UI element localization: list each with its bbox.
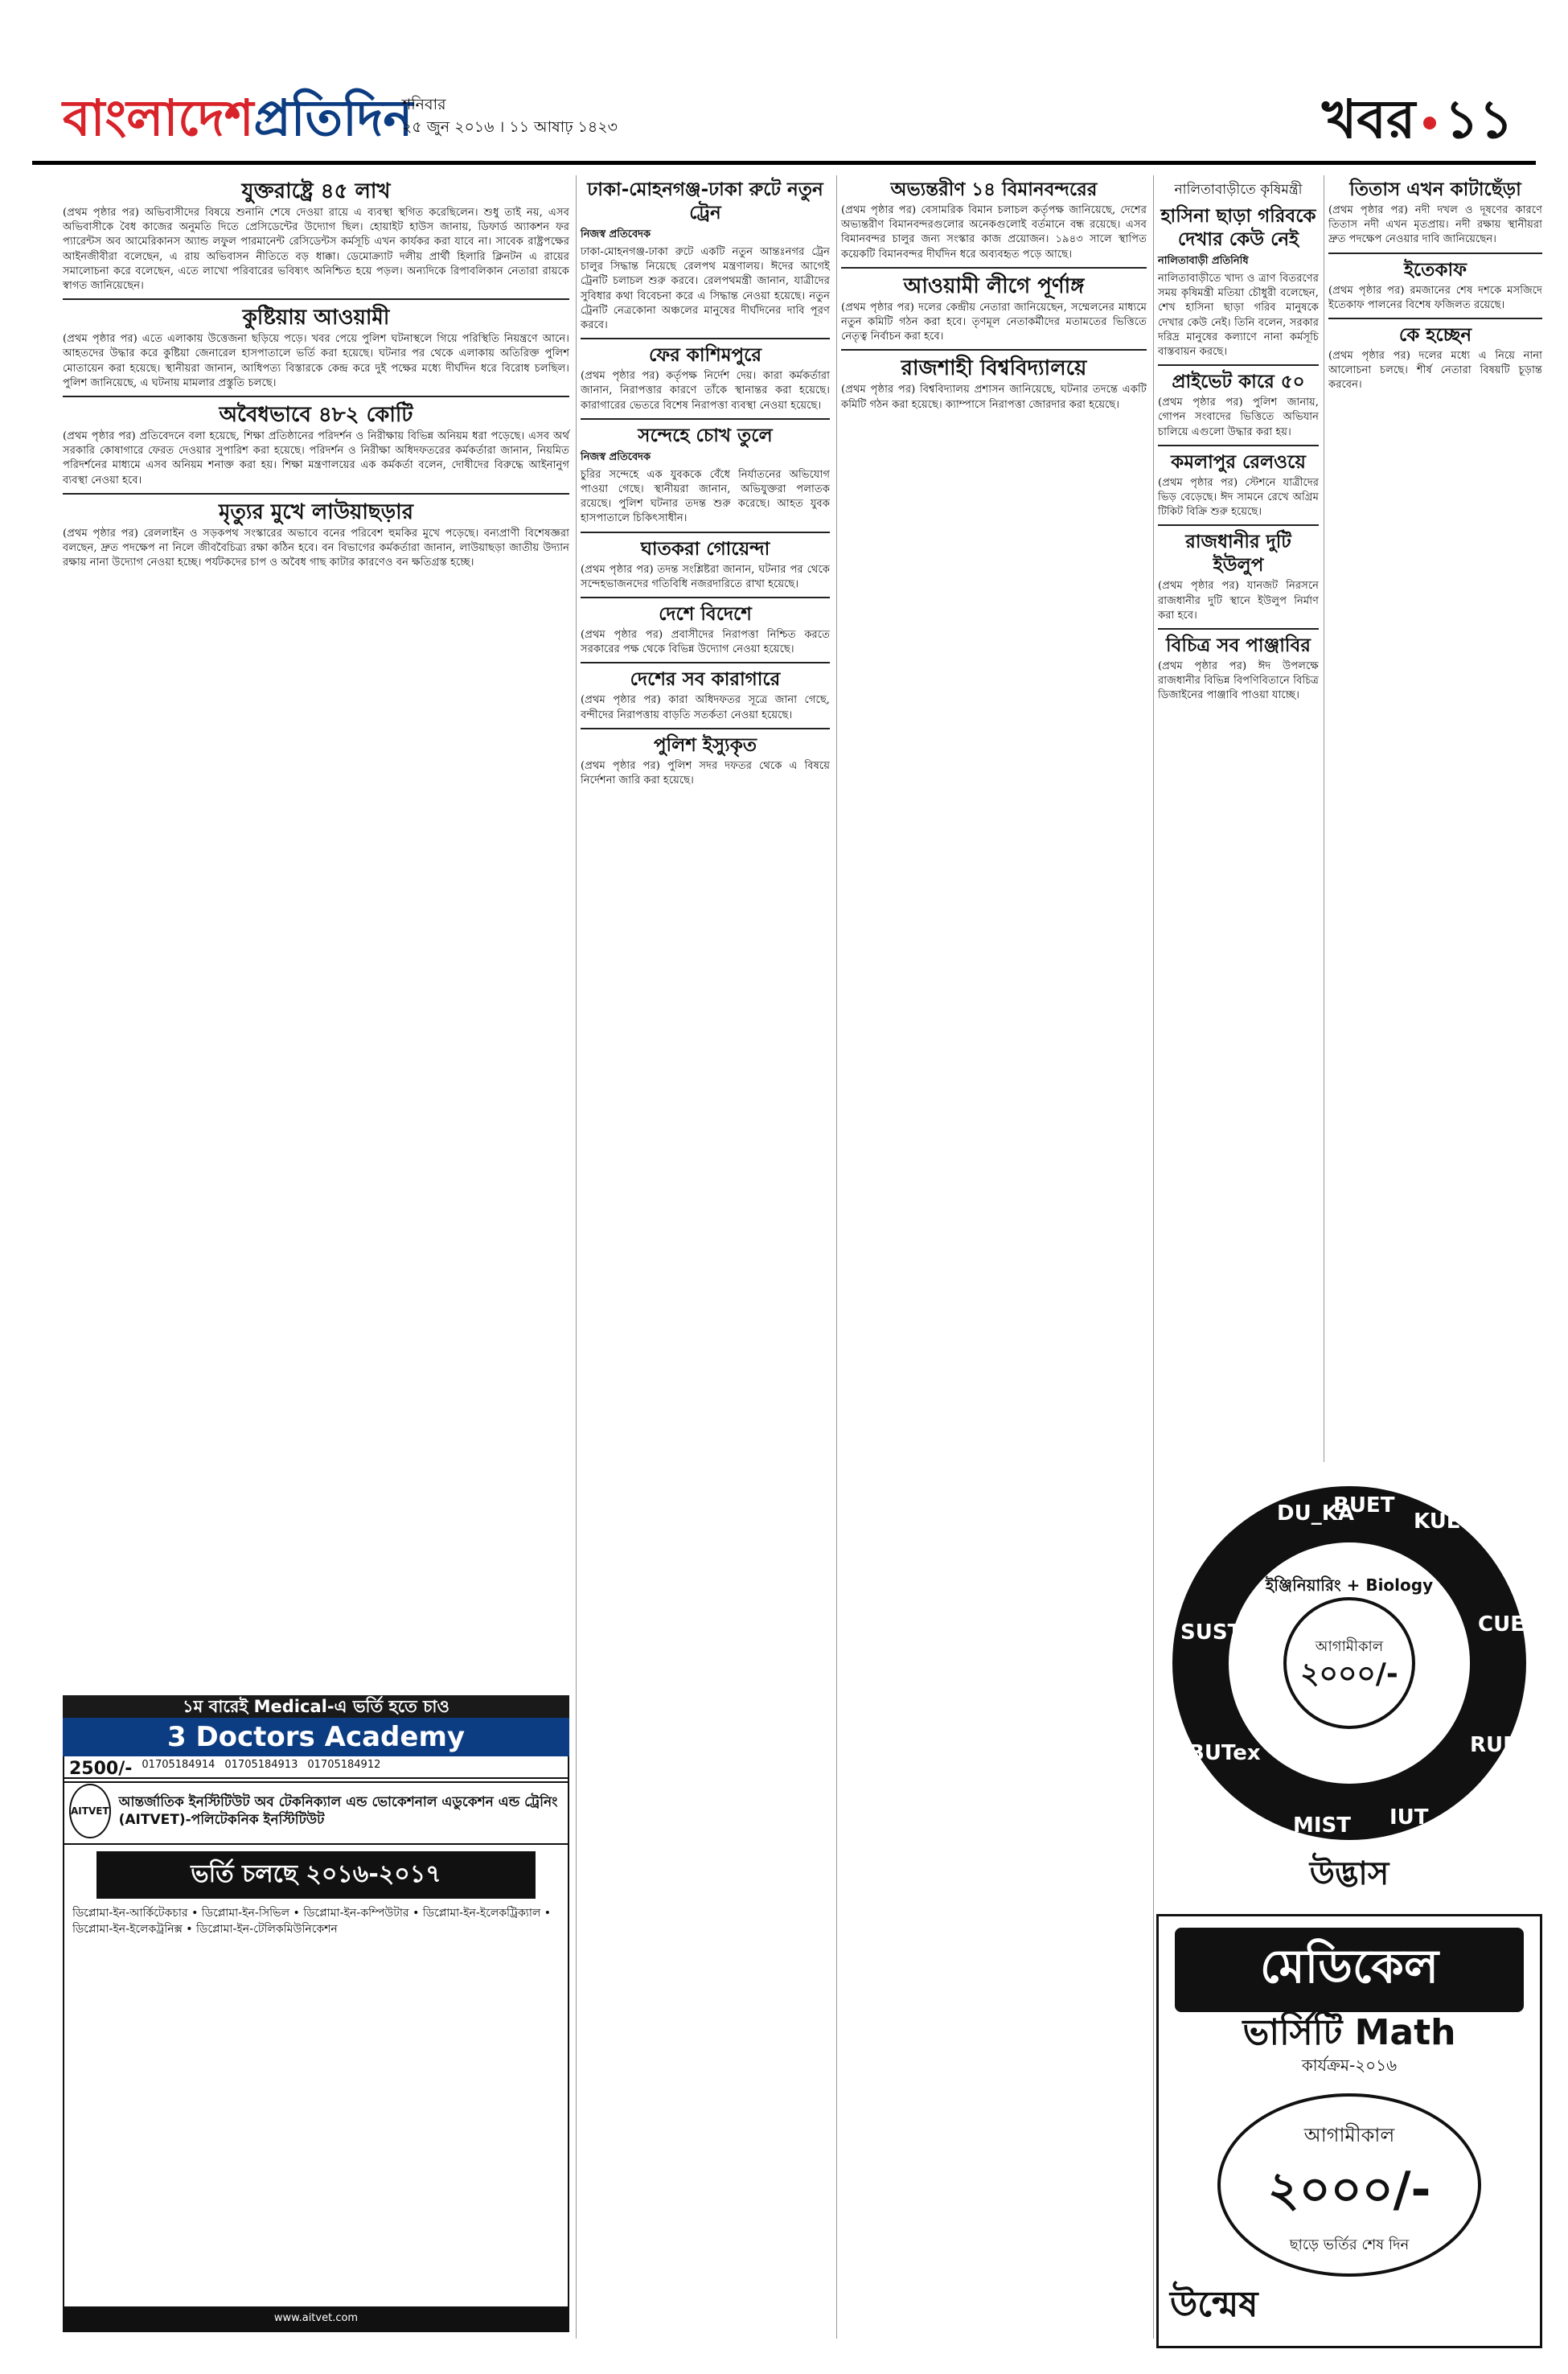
divider [581, 338, 830, 339]
headline: অবৈধভাবে ৪৮২ কোটি [219, 403, 413, 428]
ring-label: KUET [1414, 1509, 1476, 1534]
headline: কে হচ্ছেন [1398, 325, 1472, 347]
ad-courses: ডিপ্লোমা-ইন-আর্কিটেকচার • ডিপ্লোমা-ইন-সিভিল • ডিপ্লোমা-ইন-কম্পিউটার • ডিপ্লোমা-ইন-ইলেকট্রিক্যাল • ডিপ্লোমা-ইন-ইলেকট্রনিক্স • ডিপ্লোমা-ইন-টেলিকমিউনিকেশন [72, 1907, 552, 1936]
article [1328, 324, 1542, 393]
divider [1158, 628, 1319, 630]
article-body: (প্রথম পৃষ্ঠার পর) স্টেশনে যাত্রীদের ভিড় বেড়েছে। ঈদ সামনে রেখে অগ্রিম টিকিট বিক্রি শুরু হয়েছে। [1158, 476, 1319, 519]
article [841, 273, 1147, 345]
ad-line1: মেডিকেল [1175, 1928, 1524, 2012]
article-body: (প্রথম পৃষ্ঠার পর) ঈদ উপলক্ষে রাজধানীর বিভিন্ন বিপণিবিতানে বিচিত্র ডিজাইনের পাঞ্জাবি পাওয়া যাচ্ছে। [1158, 660, 1319, 702]
divider [1158, 445, 1319, 446]
aitvet-ad [63, 1777, 569, 2332]
divider [1328, 318, 1542, 319]
ad-title: আন্তর্জাতিক ইনস্টিটিউট অব টেকনিক্যাল এন্ড ভোকেশনাল এডুকেশন এন্ড ট্রেনিং (AITVET)-পলিটেকনিক ইনস্টিটিউট [118, 1794, 558, 1828]
divider [63, 298, 569, 300]
ad-price: ২০০০/- [1300, 1657, 1398, 1690]
headline: প্রাইভেট কারে ৫০ [1172, 372, 1305, 393]
dot-icon [1423, 117, 1436, 129]
date: ২৫ জুন ২০১৬ । ১১ আষাঢ় ১৪২৩ [402, 118, 618, 136]
article-body: (প্রথম পৃষ্ঠার পর) পুলিশ সদর দফতর থেকে এ বিষয়ে নির্দেশনা জারি করা হয়েছে। [581, 759, 830, 787]
divider [581, 597, 830, 598]
headline: ঘাতকরা গোয়েন্দা [640, 538, 770, 560]
ad-note: ছাড়ে ভর্তির শেষ দিন [1289, 2236, 1410, 2253]
divider [63, 493, 569, 495]
article [581, 538, 830, 592]
headline: কমলাপুর রেলওয়ে [1171, 451, 1306, 473]
ad-brand: উদ্ভাস [1309, 1855, 1389, 1892]
byline: নিজস্ব প্রতিবেদক [581, 450, 651, 463]
ad-phone: 01705184913 [224, 1759, 298, 1771]
ring-label: MIST [1293, 1813, 1352, 1838]
ad-website: www.aitvet.com [64, 2306, 568, 2331]
logo-part2: প্রতিদিন [253, 88, 413, 147]
headline: যুক্তরাষ্ট্রে ৪৫ লাখ [241, 179, 391, 203]
article [1158, 179, 1319, 359]
column-5 [1328, 175, 1542, 1462]
headline: দেশের সব কারাগারে [630, 669, 781, 691]
headline: রাজধানীর দুটি ইউলুপ [1185, 532, 1291, 577]
ad-title: ইঞ্জিনিয়ারিং + Biology [1265, 1575, 1434, 1595]
article-body: চুরির সন্দেহে এক যুবককে বেঁধে নির্যাতনের অভিযোগ পাওয়া গেছে। স্থানীয়রা জানান, অভিযুক্তরা পলাতক রয়েছে। পুলিশ ঘটনার তদন্ত শুরু করেছে। আহত যুবক হাসপাতালে চিকিৎসাধীন। [581, 468, 830, 525]
headline: পুলিশ ইস্যুকৃত [653, 734, 757, 756]
ad-phone: 01705184912 [307, 1759, 381, 1771]
article [581, 344, 830, 413]
dateline [402, 93, 740, 142]
article [1158, 451, 1319, 520]
article [841, 179, 1147, 262]
article-body: (প্রথম পৃষ্ঠার পর) প্রবাসীদের নিরাপত্তা নিশ্চিত করতে সরকারের পক্ষ থেকে বিভিন্ন উদ্যোগ নেওয়া হয়েছে। [581, 629, 830, 656]
article [1328, 259, 1542, 313]
ad-brand: 3 Doctors Academy [63, 1718, 569, 1756]
article [63, 402, 569, 488]
headline: ইতেকাফ [1403, 259, 1467, 281]
column-3 [841, 175, 1147, 2339]
divider [1328, 253, 1542, 254]
article [63, 179, 569, 294]
divider [581, 418, 830, 420]
ring-label: CUET [1478, 1612, 1539, 1637]
article-body: (প্রথম পৃষ্ঠার পর) বিশ্ববিদ্যালয় প্রশাসন জানিয়েছে, ঘটনার তদন্তে একটি কমিটি গঠন করা হয়েছে। ক্যাম্পাসে নিরাপত্তা জোরদার করা হয়েছে। [841, 384, 1147, 411]
masthead-rule [32, 161, 1536, 165]
article-body: (প্রথম পৃষ্ঠার পর) পুলিশ জানায়, গোপন সংবাদের ভিত্তিতে অভিযান চালিয়ে এগুলো উদ্ধার করা হয়। [1158, 396, 1319, 438]
three-doctors-ad [63, 1695, 569, 1783]
headline: বিচিত্র সব পাঞ্জাবির [1166, 635, 1311, 657]
article [581, 734, 830, 788]
kicker: নালিতাবাড়ীতে কৃষিমন্ত্রী [1174, 182, 1303, 198]
article-body: (প্রথম পৃষ্ঠার পর) কর্তৃপক্ষ নির্দেশ দেয়। কারা কর্মকর্তারা জানান, নিরাপত্তার কারণে তাঁকে স্থানান্তর করা হয়েছে। কারাগারের ভেতরে বিশেষ নিরাপত্তা ব্যবস্থা নেওয়া হয়েছে। [581, 370, 830, 412]
article [1158, 635, 1319, 704]
ring-label: SUST [1180, 1620, 1242, 1645]
ring-label: DU_KA [1277, 1501, 1354, 1526]
ring-label: BUTex [1188, 1741, 1261, 1765]
article-body: (প্রথম পৃষ্ঠার পর) রমজানের শেষ দশকে মসজিদে ইতেকাফ পালনের বিশেষ ফজিলত রয়েছে। [1328, 284, 1542, 311]
divider [581, 728, 830, 729]
ad-header [64, 1779, 568, 1845]
ad-line3: কার্যক্রম-২০১৬ [1301, 2056, 1398, 2075]
headline: আওয়ামী লীগে পূর্ণাঙ্গ [903, 273, 1085, 298]
article-body: ঢাকা-মোহনগঞ্জ-ঢাকা রুটে একটি নতুন আন্তঃনগর ট্রেন চালুর সিদ্ধান্ত নিয়েছে রেলপথ মন্ত্রণালয়। ঈদের আগেই ট্রেনটি চলাচল শুরু করবে। রেলপথমন্ত্রী জানান, যাত্রীদের সুবিধার কথা বিবেচনা করে এ সিদ্ধান্ত নেওয়া হয়েছে। নতুন ট্রেনটি নেত্রকোনা অঞ্চলের মানুষের দীর্ঘদিনের দাবি পূরণ করবে। [581, 246, 830, 332]
headline: রাজশাহী বিশ্ববিদ্যালয়ে [901, 356, 1087, 381]
headline: সন্দেহে চোখ তুলে [638, 425, 773, 446]
ad-phone: 01705184914 [142, 1759, 215, 1771]
article [63, 305, 569, 391]
ad-banner: ভর্তি চলছে ২০১৬-২০১৭ [96, 1851, 536, 1899]
article-body: (প্রথম পৃষ্ঠার পর) দলের কেন্দ্রীয় নেতারা জানিয়েছেন, সম্মেলনের মাধ্যমে নতুন কমিটি গঠন করা হবে। তৃণমূল নেতাকর্মীদের মতামতের ভিত্তিতে নেতৃত্ব নির্বাচন করা হবে। [841, 301, 1147, 343]
udbhash-ad [1156, 1470, 1542, 1896]
article [1328, 179, 1542, 248]
unmesh-ad [1156, 1914, 1542, 2348]
headline: অভ্যন্তরীণ ১৪ বিমানবন্দরের [890, 179, 1098, 200]
article-body: (প্রথম পৃষ্ঠার পর) যানজট নিরসনে রাজধানীর দুটি স্থানে ইউলুপ নির্মাণ করা হবে। [1158, 580, 1319, 622]
column-1 [63, 175, 569, 1687]
article-body: (প্রথম পৃষ্ঠার পর) তদন্ত সংশ্লিষ্টরা জানান, ঘটনার পর থেকে সন্দেহভাজনদের গতিবিধি নজরদারিতে রাখা হয়েছে। [581, 563, 830, 590]
aitvet-logo: AITVET [69, 1784, 111, 1838]
divider [1158, 524, 1319, 526]
section-header [1296, 84, 1513, 156]
column-rule [1153, 175, 1154, 2339]
page-number: ১১ [1444, 88, 1513, 150]
article [841, 355, 1147, 412]
ad-date: আগামীকাল [1315, 1638, 1384, 1655]
article [581, 425, 830, 527]
ad-price: 2500/- [69, 1759, 133, 1779]
ad-banner: ১ম বারেই Medical-এ ভর্তি হতে চাও [63, 1695, 569, 1718]
article-body: (প্রথম পৃষ্ঠার পর) কারা অধিদফতর সূত্রে জানা গেছে, বন্দীদের নিরাপত্তায় বাড়তি সতর্কতা নেওয়া হয়েছে। [581, 694, 830, 721]
article-body: (প্রথম পৃষ্ঠার পর) এতে এলাকায় উত্তেজনা ছড়িয়ে পড়ে। খবর পেয়ে পুলিশ ঘটনাস্থলে গিয়ে পরিস্থিতি নিয়ন্ত্রণে আনে। আহতদের উদ্ধার করে কুষ্টিয়া জেনারেল হাসপাতালে ভর্তি করা হয়েছে। ঘটনার পর থেকে এলাকায় অতিরিক্ত পুলিশ মোতায়েন করা হয়েছে। স্থানীয়রা জানান, আধিপত্য বিস্তারকে কেন্দ্র করে দুই পক্ষের মধ্যে দীর্ঘদিন ধরে বিরোধ চলছিল। পুলিশ জানিয়েছে, এ ঘটনায় মামলার প্রস্তুতি চলছে। [63, 333, 569, 389]
divider [63, 396, 569, 397]
divider [1158, 364, 1319, 366]
headline: তিতাস এখন কাটাছেঁড়া [1349, 179, 1521, 200]
ad-date: আগামীকাল [1303, 2124, 1395, 2146]
article [1158, 371, 1319, 440]
section-name: খবর [1321, 88, 1416, 150]
divider [581, 662, 830, 663]
ad-price: ২০০০/- [1267, 2162, 1431, 2218]
article [581, 179, 830, 333]
divider [841, 349, 1147, 351]
divider [841, 267, 1147, 269]
column-rule [576, 175, 577, 2339]
article [63, 499, 569, 571]
headline: হাসিনা ছাড়া গরিবকে দেখার কেউ নেই [1160, 206, 1316, 250]
article-body: (প্রথম পৃষ্ঠার পর) নদী দখল ও দূষণের কারণে তিতাস নদী এখন মৃতপ্রায়। নদী রক্ষায় স্থানীয়রা দ্রুত পদক্ষেপ নেওয়ার দাবি জানিয়েছেন। [1328, 204, 1542, 246]
udbhash-badge [1156, 1470, 1542, 1896]
byline: নালিতাবাড়ী প্রতিনিধি [1158, 255, 1249, 267]
headline: মৃত্যুর মুখে লাউয়াছড়ার [218, 499, 414, 524]
article-body: নালিতাবাড়ীতে খাদ্য ও ত্রাণ বিতরণের সময় কৃষিমন্ত্রী মতিয়া চৌধুরী বলেছেন, শেখ হাসিনা ছাড়া গরিব মানুষকে দেখার কেউ নেই। তিনি বলেন, সরকার দরিদ্র মানুষের কল্যাণে নানা কর্মসূচি বাস্তবায়ন করছে। [1158, 273, 1319, 359]
headline: ফের কাশিমপুরে [648, 345, 762, 367]
ring-label: BUET [1333, 1493, 1395, 1518]
article-body: (প্রথম পৃষ্ঠার পর) দলের মধ্যে এ নিয়ে নানা আলোচনা চলছে। শীর্ষ নেতারা বিষয়টি চূড়ান্ত করবেন। [1328, 350, 1542, 392]
headline: দেশে বিদেশে [659, 604, 752, 626]
ad-offer [1217, 2093, 1481, 2277]
column-2 [581, 175, 830, 2339]
column-4 [1158, 175, 1319, 1462]
headline: কুষ্টিয়ায় আওয়ামী [242, 306, 390, 331]
ring-label: IUT [1389, 1805, 1429, 1830]
ring-label: RUET [1470, 1733, 1532, 1757]
article-body: (প্রথম পৃষ্ঠার পর) বেসামরিক বিমান চলাচল কর্তৃপক্ষ জানিয়েছে, দেশের অভ্যন্তরীণ বিমানবন্দরগুলোর অনেকগুলোই বর্তমানে বন্ধ রয়েছে। এসব বিমানবন্দর চালুর জন্য সংস্কার কাজ প্রয়োজন। ১৯৪৩ সালে স্থাপিত কয়েকটি বিমানবন্দর দীর্ঘদিন ধরে অব্যবহৃত পড়ে আছে। [841, 204, 1147, 261]
article-body: (প্রথম পৃষ্ঠার পর) প্রতিবেদনে বলা হয়েছে, শিক্ষা প্রতিষ্ঠানের পরিদর্শন ও নিরীক্ষায় বিভিন্ন অনিয়ম ধরা পড়েছে। এসব অর্থ সরকারি কোষাগারে ফেরত দেওয়ার সুপারিশ করা হয়েছে। পরিদর্শন ও নিরীক্ষা অধিদফতরের কর্মকর্তারা জানান, নিয়মিত পরিদর্শনের মাধ্যমে এসব অনিয়ম শনাক্ত করা হয়। শিক্ষা মন্ত্রণালয়ের এক কর্মকর্তা বলেন, দোষীদের বিরুদ্ধে আইনানুগ ব্যবস্থা নেওয়া হবে। [63, 430, 569, 487]
ad-line2: ভার্সিটি Math [1242, 2012, 1456, 2053]
article [581, 603, 830, 657]
ad-brand: উন্মেষ [1170, 2284, 1258, 2325]
column-rule [836, 175, 837, 2339]
article-body: (প্রথম পৃষ্ঠার পর) রেললাইন ও সড়কপথ সংস্কারের অভাবে বনের পরিবেশ হুমকির মুখে পড়েছে। বন্যপ্রাণী বিশেষজ্ঞরা বলছেন, দ্রুত পদক্ষেপ না নিলে জীববৈচিত্র্য রক্ষা কঠিন হবে। বন বিভাগের কর্মকর্তারা জানান, লাউয়াছড়া জাতীয় উদ্যান রক্ষায় নানা উদ্যোগ নেওয়া হচ্ছে। পর্যটকদের চাপ ও অবৈধ গাছ কাটার কারণেও বন ক্ষতিগ্রস্ত হচ্ছে। [63, 527, 569, 569]
headline: ঢাকা-মোহনগঞ্জ-ঢাকা রুটে নতুন ট্রেন [587, 179, 823, 224]
weekday: শনিবার [402, 96, 446, 113]
article [581, 668, 830, 722]
logo-part1: বাংলাদেশ [63, 88, 254, 147]
article-body: (প্রথম পৃষ্ঠার পর) অভিবাসীদের বিষয়ে শুনানি শেষে দেওয়া রায়ে এ ব্যবস্থা স্থগিত করেছিলেন। শুধু তাই নয়, এসব অভিবাসীকে বৈধ কাজের অনুমতি দিতে প্রেসিডেন্টের উদ্যোগ ছিল। হোয়াইট হাউস জানায়, ডিফার্ড অ্যাকশন ফর প্যারেন্টস অব আমেরিকানস অ্যান্ড লফুল পারমানেন্ট রেসিডেন্টস কর্মসূচি এখন কার্যকর করা যাবে না। সাবেক রাষ্ট্রপক্ষের আইনজীবীরা বলেছেন, এ রায় অভিবাসন নীতিতে বড় ধাক্কা। ডেমোক্র্যাট দলীয় প্রার্থী হিলারি ক্লিনটন এ রায়ের সমালোচনা করে বলেছেন, এতে লাখো পরিবারের ভবিষ্যৎ অনিশ্চিত হয়ে পড়ল। অন্যদিকে রিপাবলিকান নেতারা রায়কে স্বাগত জানিয়েছেন। [63, 207, 569, 293]
article [1158, 531, 1319, 623]
divider [581, 532, 830, 533]
byline: নিজস্ব প্রতিবেদক [581, 228, 651, 240]
newspaper-logo [63, 87, 413, 150]
